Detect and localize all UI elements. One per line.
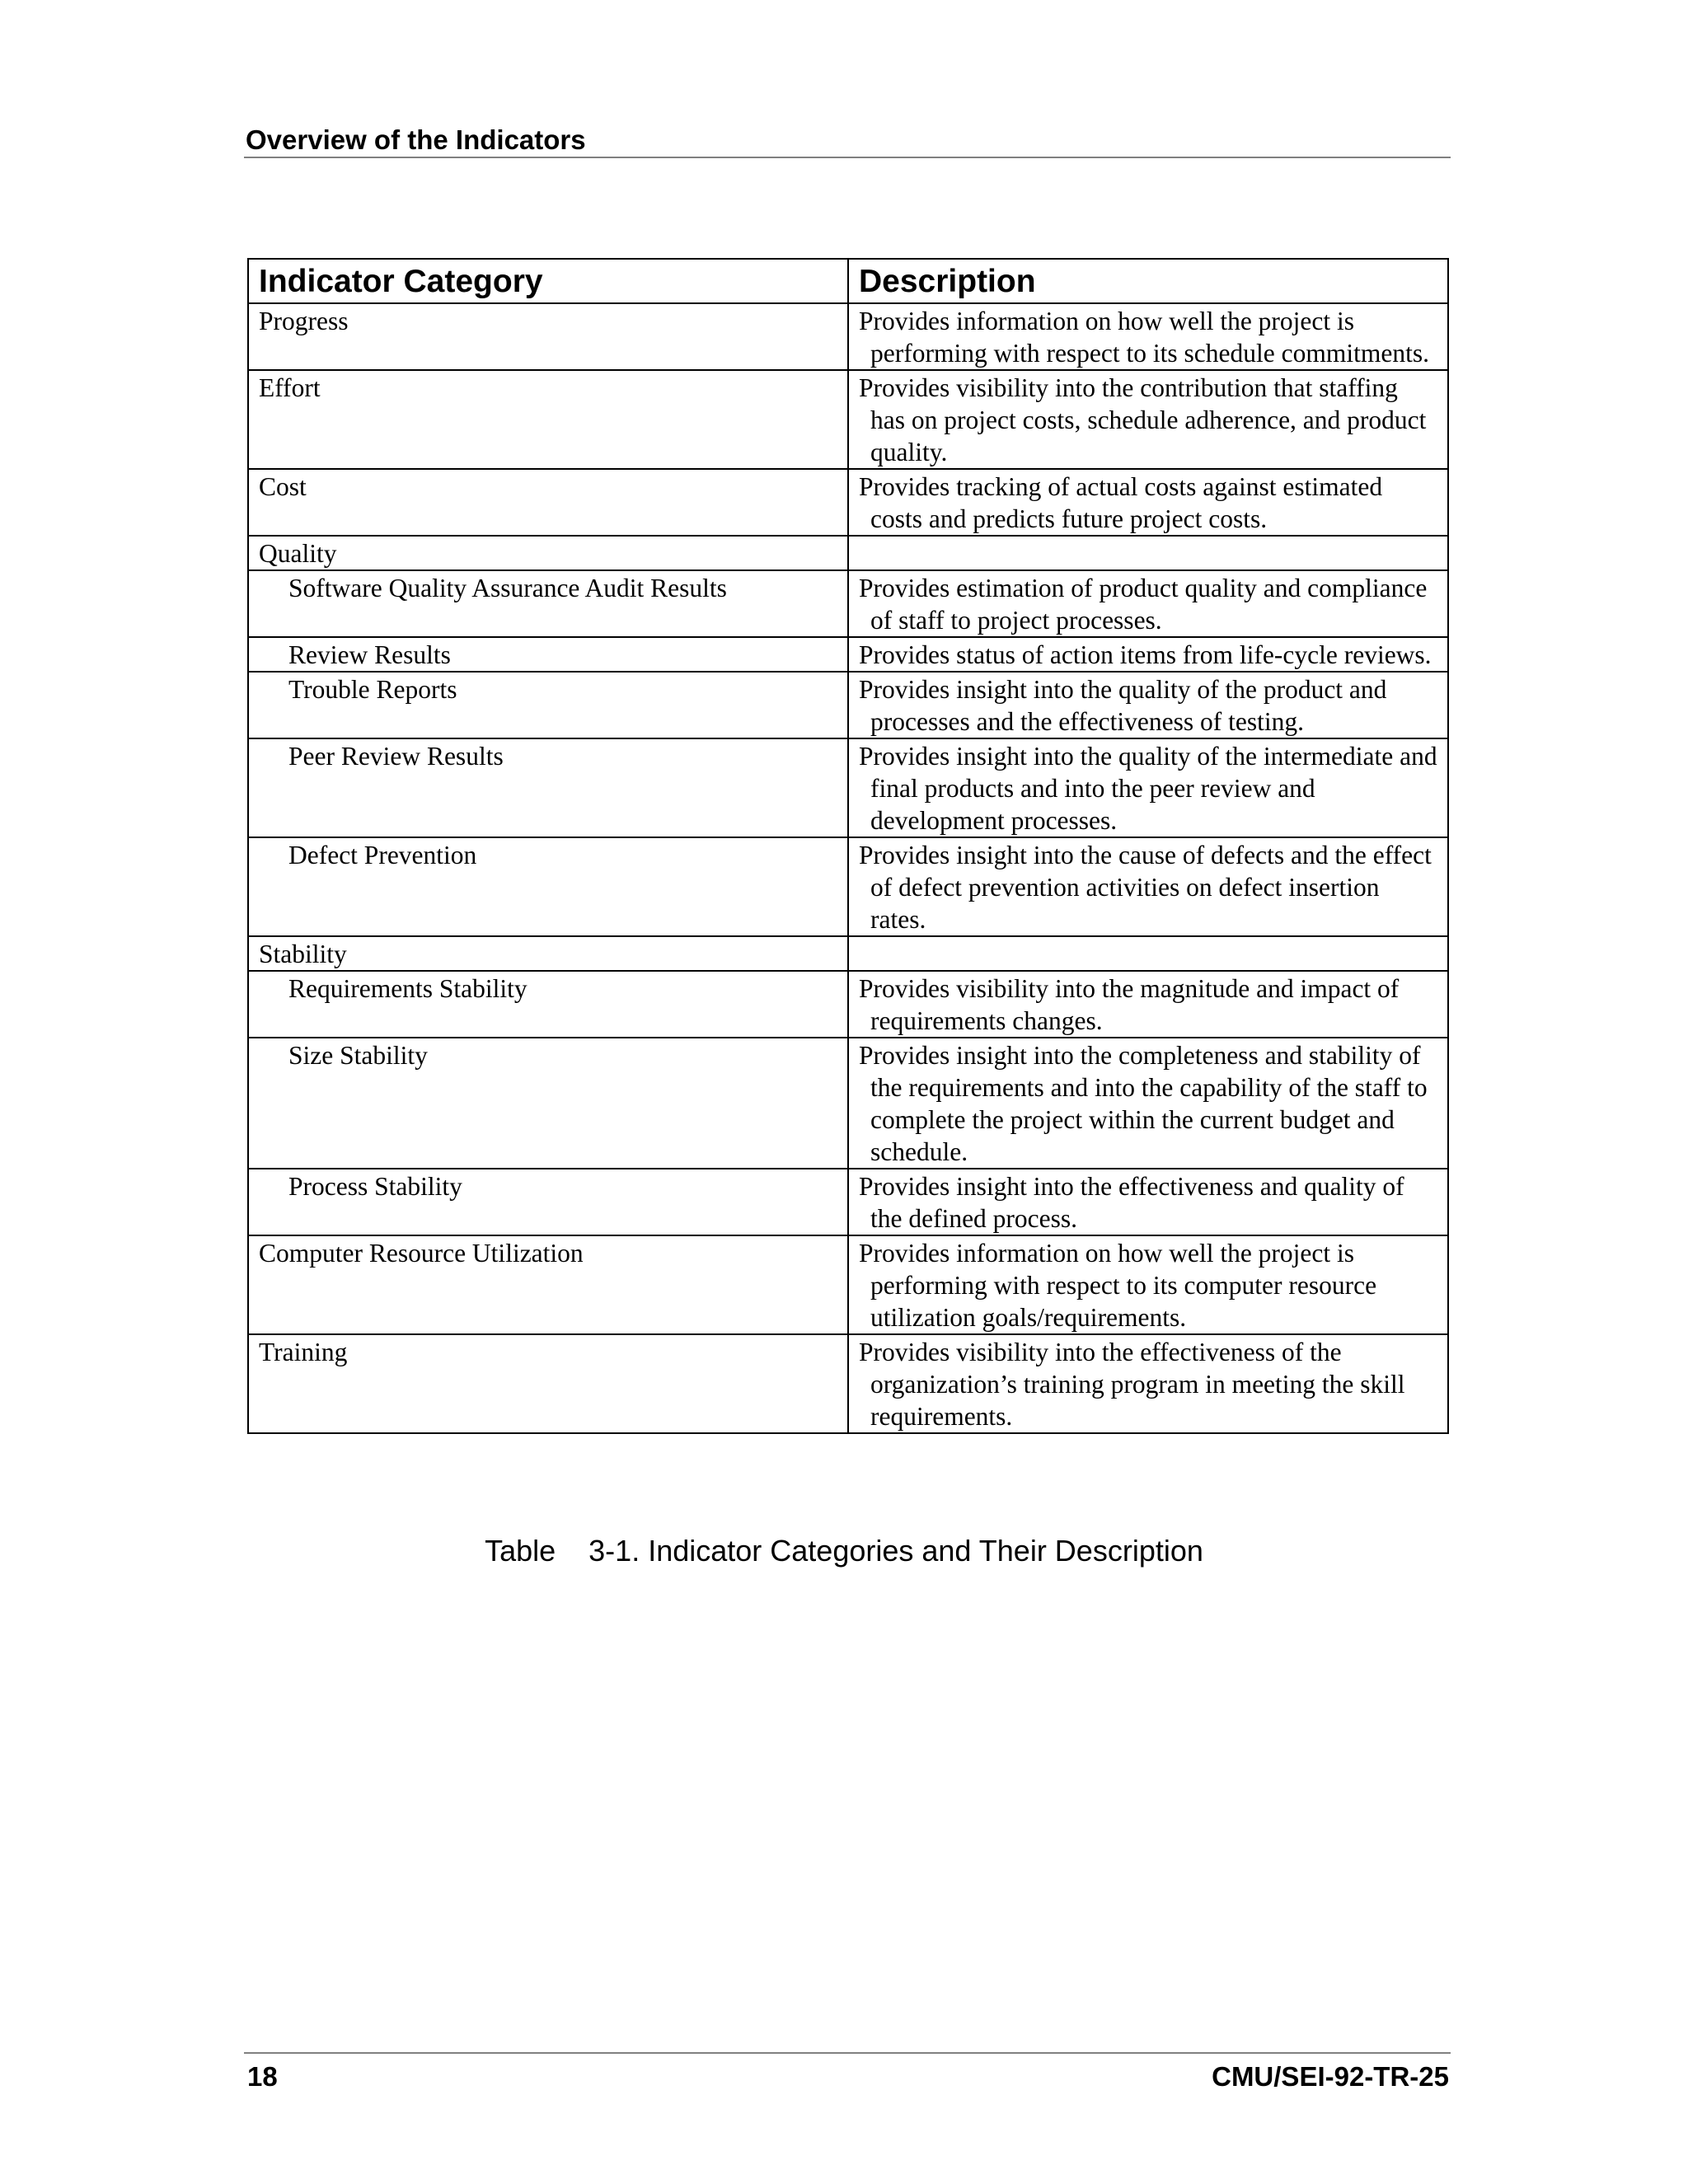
- subcategory-cell: Defect Prevention: [248, 837, 848, 936]
- description-text: Provides insight into the completeness and stability of the requirements and into the capability of the staff to complete the project within the current budget and schedule.: [859, 1041, 1428, 1166]
- subcategory-cell: Review Results: [248, 637, 848, 672]
- description-text: Provides estimation of product quality and compliance of staff to project processes.: [859, 574, 1428, 635]
- description-text: Provides tracking of actual costs against estimated costs and predicts future project costs.: [859, 472, 1383, 533]
- description-cell: [848, 303, 1448, 370]
- description-text: Provides status of action items from life-cycle reviews.: [859, 640, 1432, 669]
- table-row: [248, 738, 1448, 837]
- column-header-category: Indicator Category: [248, 259, 848, 303]
- description-text: Provides insight into the effectiveness and quality of the defined process.: [859, 1172, 1404, 1233]
- description-cell: [848, 1169, 1448, 1235]
- subcategory-cell: Software Quality Assurance Audit Results: [248, 570, 848, 637]
- category-cell: Training: [248, 1334, 848, 1433]
- category-cell: Progress: [248, 303, 848, 370]
- table-row: [248, 1334, 1448, 1433]
- description-text: Provides insight into the quality of the product and processes and the effectiveness of testing.: [859, 675, 1387, 736]
- indicator-table: [247, 258, 1449, 1434]
- description-cell: [848, 536, 1448, 570]
- subcategory-cell: Process Stability: [248, 1169, 848, 1235]
- footer-rule: [244, 2052, 1451, 2054]
- category-cell: Computer Resource Utilization: [248, 1235, 848, 1334]
- table-row: [248, 936, 1448, 971]
- table-row: [248, 370, 1448, 469]
- description-cell: [848, 370, 1448, 469]
- table-row: [248, 469, 1448, 536]
- table-row: [248, 637, 1448, 672]
- description-cell: [848, 672, 1448, 738]
- table-row: [248, 971, 1448, 1038]
- table-row: [248, 1038, 1448, 1169]
- column-header-description: Description: [848, 259, 1448, 303]
- table-row: [248, 1169, 1448, 1235]
- description-text: Provides visibility into the magnitude and impact of requirements changes.: [859, 974, 1400, 1035]
- header-rule: [244, 157, 1451, 158]
- table-row: [248, 536, 1448, 570]
- table-row: [248, 837, 1448, 936]
- description-cell: [848, 637, 1448, 672]
- page-number: 18: [247, 2061, 278, 2092]
- report-id: CMU/SEI-92-TR-25: [1212, 2061, 1449, 2092]
- description-text: Provides information on how well the project is performing with respect to its schedule commitments.: [859, 307, 1429, 368]
- description-cell: [848, 469, 1448, 536]
- subcategory-cell: Peer Review Results: [248, 738, 848, 837]
- description-cell: [848, 1334, 1448, 1433]
- table-row: [248, 1235, 1448, 1334]
- description-cell: [848, 971, 1448, 1038]
- description-cell: [848, 1235, 1448, 1334]
- category-cell: Cost: [248, 469, 848, 536]
- description-cell: [848, 570, 1448, 637]
- subcategory-cell: Size Stability: [248, 1038, 848, 1169]
- description-text: Provides information on how well the project is performing with respect to its computer resource utilization goals/requirements.: [859, 1239, 1377, 1332]
- description-text: Provides insight into the cause of defects and the effect of defect prevention activities on defect insertion rates.: [859, 841, 1432, 934]
- description-cell: [848, 1038, 1448, 1169]
- description-cell: [848, 936, 1448, 971]
- subcategory-cell: Requirements Stability: [248, 971, 848, 1038]
- description-text: Provides visibility into the contribution that staffing has on project costs, schedule adherence, and product quality.: [859, 373, 1427, 466]
- category-group-cell: Stability: [248, 936, 848, 971]
- description-text: Provides insight into the quality of the intermediate and final products and into the peer review and development processes.: [859, 742, 1437, 835]
- table-row: [248, 672, 1448, 738]
- running-title: Overview of the Indicators: [246, 124, 586, 155]
- subcategory-cell: Trouble Reports: [248, 672, 848, 738]
- table-row: [248, 570, 1448, 637]
- table-row: [248, 303, 1448, 370]
- description-text: Provides visibility into the effectiveness of the organization’s training program in meeting the skill requirements.: [859, 1338, 1405, 1431]
- category-group-cell: Quality: [248, 536, 848, 570]
- category-cell: Effort: [248, 370, 848, 469]
- table-caption: Table 3-1. Indicator Categories and Their Description: [485, 1534, 1203, 1568]
- description-cell: [848, 837, 1448, 936]
- table-header-row: [248, 259, 1448, 303]
- description-cell: [848, 738, 1448, 837]
